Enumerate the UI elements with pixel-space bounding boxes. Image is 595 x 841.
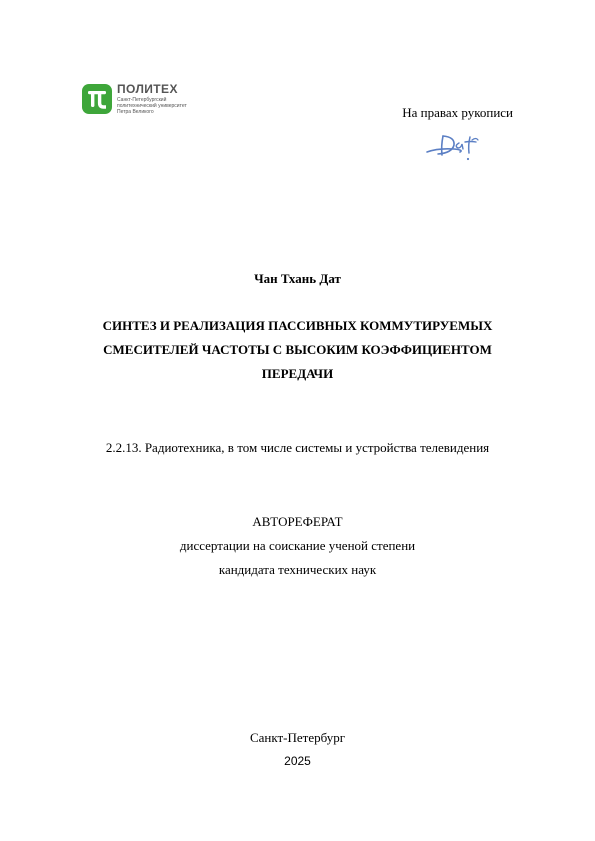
logo-subtitle-line: Петра Великого	[117, 109, 154, 115]
dissertation-title-line: ПЕРЕДАЧИ	[261, 366, 334, 381]
year: 2025	[284, 754, 311, 768]
logo-title: ПОЛИТЕХ	[117, 82, 178, 96]
document-type: АВТОРЕФЕРАТ	[252, 514, 343, 529]
manuscript-note: На правах рукописи	[402, 105, 513, 120]
politech-pi-icon	[82, 84, 112, 114]
logo-subtitle-line: Санкт-Петербургский	[117, 97, 167, 103]
dissertation-title-line: СМЕСИТЕЛЕЙ ЧАСТОТЫ С ВЫСОКИМ КОЭФФИЦИЕНТОМ	[103, 342, 492, 357]
author-signature	[424, 128, 482, 164]
dissertation-title-line: СИНТЕЗ И РЕАЛИЗАЦИЯ ПАССИВНЫХ КОММУТИРУЕМЫХ	[102, 318, 493, 333]
author-name: Чан Тхань Дат	[254, 271, 341, 286]
degree-line: кандидата технических наук	[218, 562, 377, 577]
degree-line: диссертации на соискание ученой степени	[179, 538, 416, 553]
specialty-code: 2.2.13. Радиотехника, в том числе системы и устройства телевидения	[105, 440, 490, 455]
city: Санкт-Петербург	[249, 730, 346, 745]
university-logo	[82, 81, 214, 113]
logo-subtitle-line: политехнический университет	[117, 103, 187, 109]
